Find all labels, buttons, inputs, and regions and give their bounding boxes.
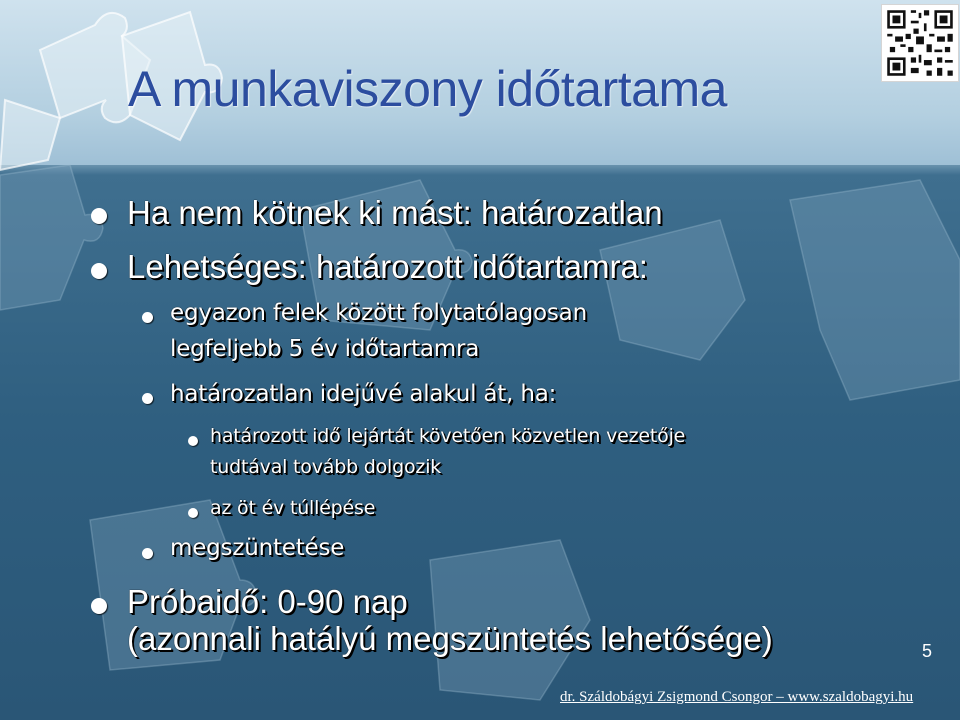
footer-author-link[interactable]: dr. Száldobágyi Zsigmond Csongor – www.szaldobagyi.hu <box>560 689 914 705</box>
bullet-dot-icon <box>91 208 107 224</box>
bullet-same-parties-line-2: legfeljebb 5 év időtartamra <box>170 336 480 362</box>
bullet-expiry-continues-line-1: határozott idő lejártát követően közvetlen vezetője <box>210 425 686 447</box>
bullet-dot-icon <box>142 312 153 323</box>
bullet-dot-icon <box>188 436 198 446</box>
bullet-becomes-indefinite: határozatlan idejűvé alakul át, ha: <box>170 381 557 407</box>
bullet-dot-icon <box>142 393 153 404</box>
bullet-dot-icon <box>188 508 198 518</box>
bullet-probation-line-2: (azonnali hatályú megszüntetés lehetősége) <box>127 620 773 657</box>
bullet-same-parties-line-1: egyazon felek között folytatólagosan <box>170 300 587 326</box>
bullet-termination: megszüntetése <box>170 535 345 561</box>
bullet-dot-icon <box>91 598 107 614</box>
bullet-dot-icon <box>142 548 153 559</box>
bullet-dot-icon <box>91 263 107 279</box>
slide-title: A munkaviszony időtartama <box>128 61 727 117</box>
bullet-expiry-continues-line-2: tudtával tovább dolgozik <box>210 456 442 478</box>
bullet-five-years-exceeded: az öt év túllépése <box>210 497 376 519</box>
bullet-probation-line-1: Próbaidő: 0-90 nap <box>127 583 408 620</box>
bullet-no-other-agreement: Ha nem kötnek ki mást: határozatlan <box>127 194 663 231</box>
page-number: 5 <box>922 641 933 661</box>
bullet-fixed-term-possible: Lehetséges: határozott időtartamra: <box>127 248 648 285</box>
